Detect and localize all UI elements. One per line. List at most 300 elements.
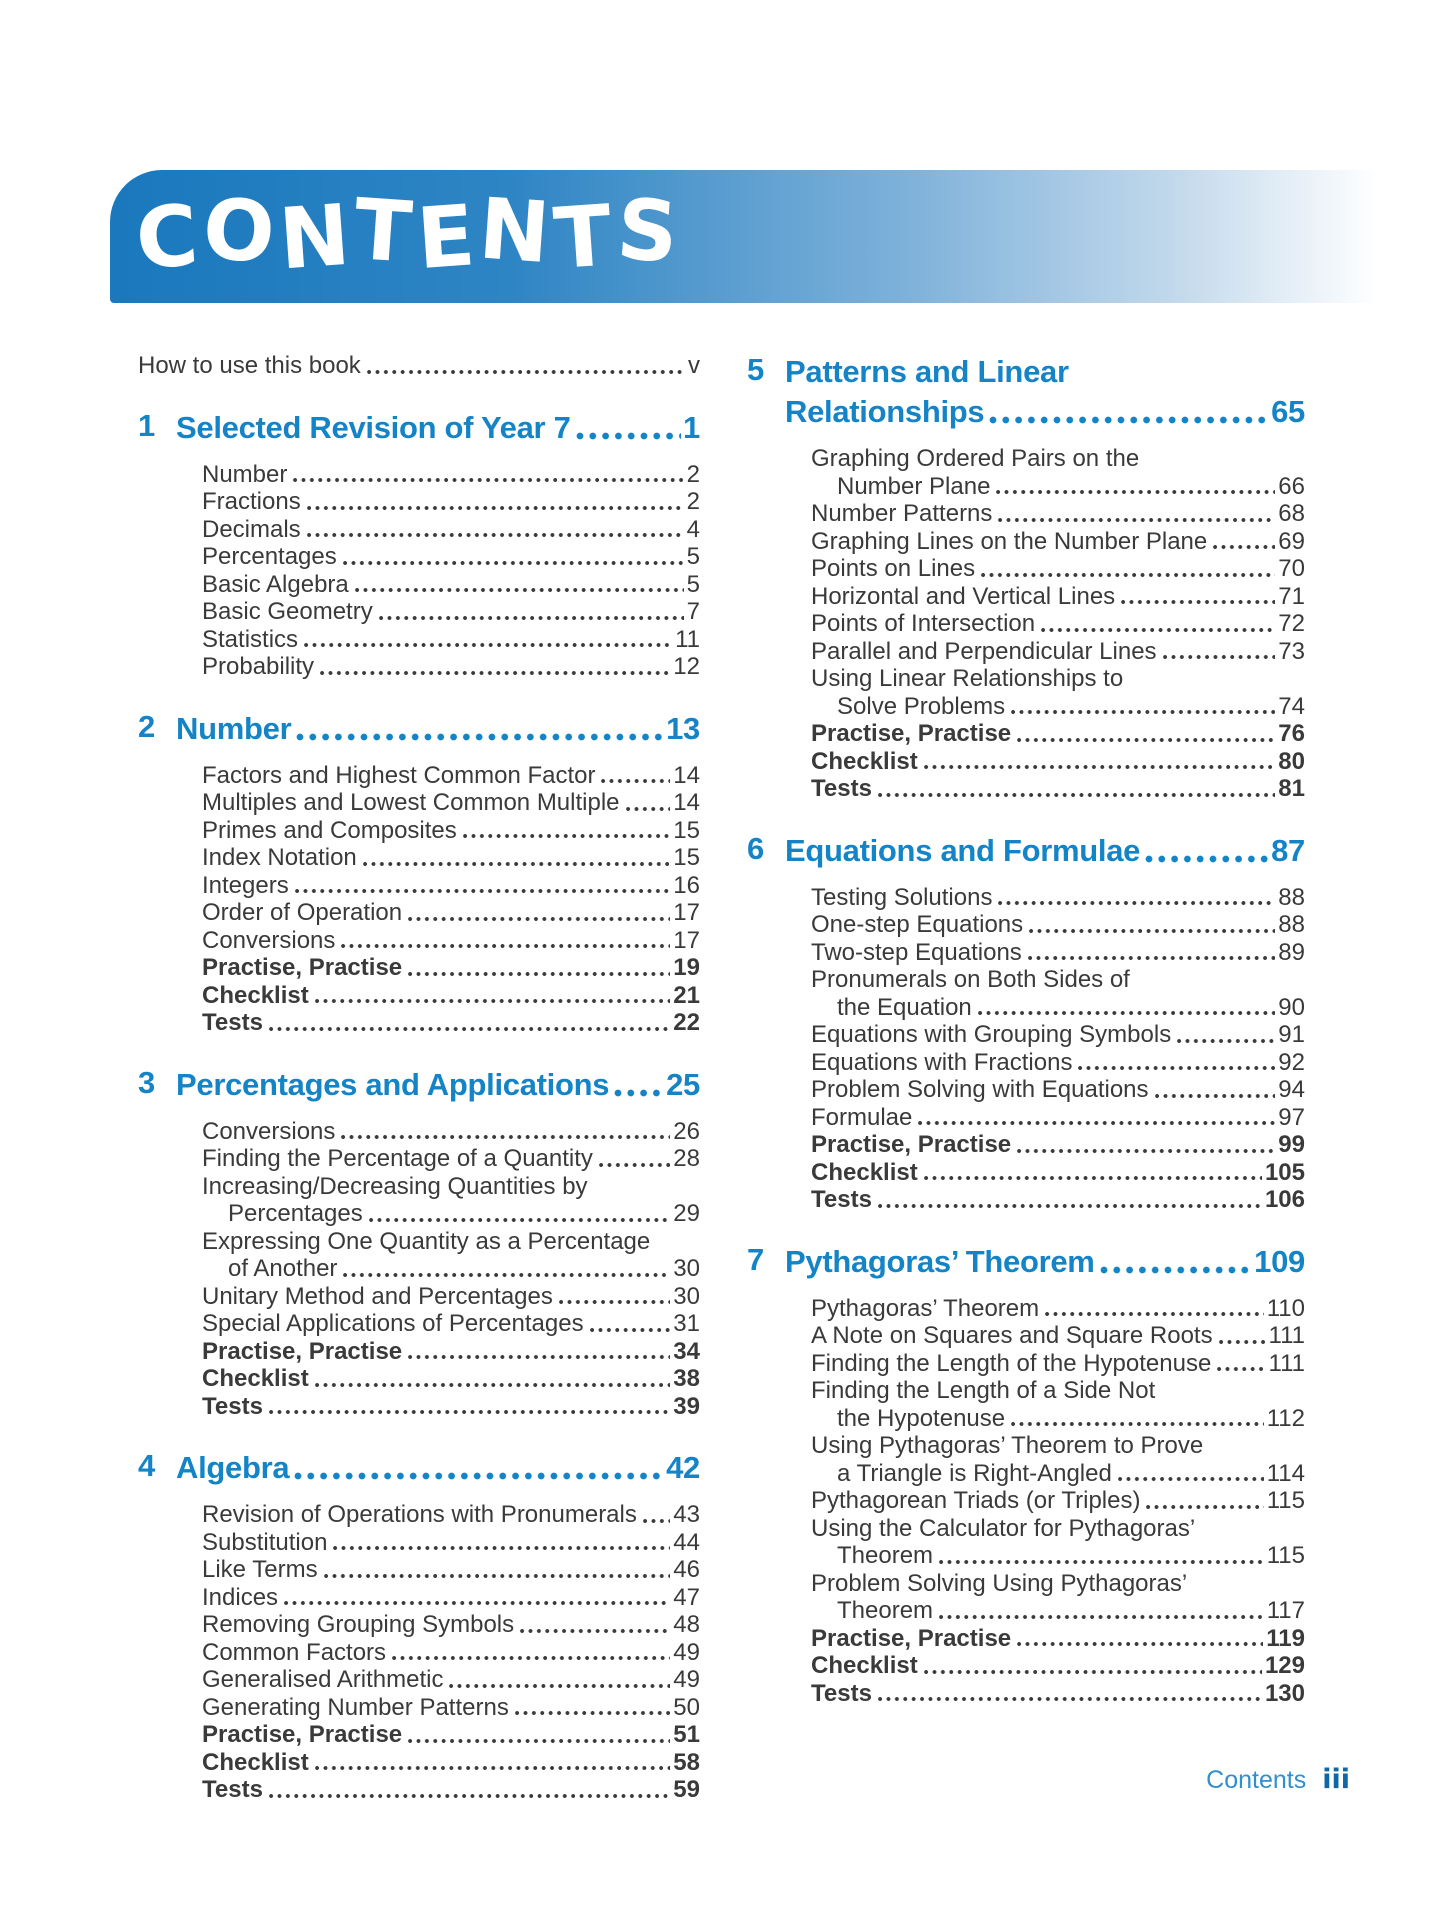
toc-entry-line [811,555,1305,583]
toc-entry [202,571,700,599]
toc-entry [811,1515,1305,1570]
dotted-leader [379,615,684,621]
toc-entry-line [202,1145,700,1173]
toc-entry-line [811,1597,1305,1625]
toc-entry [202,1393,700,1421]
toc-entry [811,555,1305,583]
toc-entry-page: 14 [673,761,700,789]
toc-entry-line [811,1076,1305,1104]
dotted-leader [998,900,1275,906]
toc-entry [202,1694,700,1722]
toc-entry-line [202,571,700,599]
chapter-title-line [176,1448,700,1488]
toc-entry-line [202,817,700,845]
toc-entry-line [811,939,1305,967]
toc-entry-line [202,1721,700,1749]
chapter-title: Percentages and Applications [176,1066,610,1102]
chapter-number: 2 [138,708,155,744]
dotted-leader [878,1696,1262,1702]
toc-entry-label: Checklist [811,1158,918,1186]
toc-entry [811,500,1305,528]
toc-entry-page: 73 [1278,637,1305,665]
toc-entry-label: of Another [228,1255,338,1282]
toc-entry-line [202,927,700,955]
dotted-leader [918,1120,1275,1126]
toc-entry [202,1584,700,1612]
chapter-title-line [176,408,700,448]
toc-entry-page: 46 [673,1556,700,1583]
dotted-leader [343,560,684,566]
toc-entry-label: Using Pythagoras’ Theorem to Prove [811,1432,1204,1459]
toc-entry-label: Increasing/Decreasing Quantities by [202,1172,588,1200]
toc-entry-label: Checklist [202,1748,309,1776]
toc-entry-label: Primes and Composites [202,816,457,844]
toc-entry-line [202,1310,700,1338]
toc-entry-line [202,1228,700,1256]
chapter-heading [747,352,1305,432]
dotted-leader [1146,1504,1263,1510]
toc-entry-page: 92 [1278,1048,1305,1076]
toc-entry-page: 129 [1264,1652,1305,1679]
dotted-leader [924,764,1276,770]
chapter-page-number: 42 [666,1450,700,1485]
toc-entry [811,1021,1305,1049]
toc-entry-label: Multiples and Lowest Common Multiple [202,789,620,816]
chapter-heading [138,709,700,749]
toc-entry-line [811,500,1305,528]
toc-entry-line [811,528,1305,556]
toc-entry-line [202,1529,700,1557]
toc-entry [202,1310,700,1338]
toc-entry-line [202,598,700,626]
toc-entry-line [202,1255,700,1283]
toc-entry-label: Testing Solutions [811,883,993,911]
toc-entry [811,445,1305,500]
toc-entry [202,872,700,900]
toc-entry [202,461,700,489]
chapter-page-number: 1 [683,409,700,445]
toc-entry-line [811,775,1305,803]
toc-entry-label: Tests [202,1776,263,1803]
toc-entry-line [202,844,700,872]
toc-entry-page: 81 [1278,775,1305,802]
toc-entry-page: 111 [1268,1322,1305,1349]
toc-entry-line [811,1515,1305,1543]
toc-entry-page: 76 [1278,720,1305,747]
dotted-leader [981,572,1275,578]
toc-entry-page: 69 [1278,527,1305,555]
toc-entry-line [202,653,700,681]
toc-entry [202,516,700,544]
dotted-leader [590,1327,671,1333]
toc-entry-label: Practise, Practise [202,1721,403,1748]
chapter-items [138,1501,700,1804]
toc-entry [202,1749,700,1777]
dotted-leader [304,642,672,648]
toc-entry-label: Factors and Highest Common Factor [202,761,596,789]
contents-banner [110,170,1445,303]
chapter-4 [138,1448,700,1804]
dotted-leader [355,587,684,593]
dotted-leader [269,1793,670,1799]
toc-entry-label: Generalised Arithmetic [202,1666,444,1693]
chapter-title: Algebra [176,1450,290,1485]
dotted-leader [614,1088,664,1098]
toc-entry [811,1487,1305,1515]
dotted-leader [1017,1148,1275,1154]
toc-entry-line [202,789,700,817]
toc-entry-label: Parallel and Perpendicular Lines [811,637,1157,665]
toc-entry-label: Formulae [811,1103,913,1131]
toc-entry-label: Tests [811,1679,872,1707]
toc-entry [202,1776,700,1804]
toc-entry-page: 17 [673,926,700,954]
toc-entry [202,1501,700,1529]
chapter-number: 5 [747,352,764,387]
chapter-title: Selected Revision of Year 7 [176,409,571,445]
toc-entry-page: 12 [673,653,700,680]
toc-entry [811,720,1305,748]
toc-entry-page: 38 [673,1365,700,1392]
toc-entry-line [202,1338,700,1366]
toc-entry-page: 72 [1278,610,1305,637]
dotted-leader [1163,654,1276,660]
toc-entry-page: 115 [1266,1487,1305,1514]
chapter-items [138,461,700,681]
chapter-title-line [176,1065,700,1105]
toc-entry [202,1556,700,1584]
toc-entry-line [202,1173,700,1201]
toc-entry [202,1666,700,1694]
toc-entry-line [202,1501,700,1529]
toc-entry [811,1322,1305,1350]
toc-entry-label: Basic Algebra [202,570,349,598]
toc-entry-line [202,1556,700,1584]
chapter-6 [747,831,1305,1214]
toc-entry-label: Common Factors [202,1638,387,1666]
toc-entry-line [202,1776,700,1804]
toc-entry-line [811,1104,1305,1132]
dotted-leader [626,806,671,812]
toc-entry-label: Basic Geometry [202,598,373,625]
toc-entry-line [202,762,700,790]
dotted-leader [1217,1366,1265,1372]
toc-entry-label: Finding the Length of the Hypotenuse [811,1349,1212,1377]
dotted-leader [333,1545,670,1551]
dotted-leader [367,369,685,375]
toc-entry-line [811,1159,1305,1187]
toc-entry-label: Tests [202,1009,263,1036]
toc-entry [202,1721,700,1749]
toc-entry-label: Number Patterns [811,500,993,527]
toc-entry [811,583,1305,611]
page-footer [1206,1764,1350,1795]
toc-entry-label: Percentages [202,543,337,570]
dotted-leader [1145,854,1269,864]
toc-entry-page: 90 [1278,993,1305,1021]
dotted-leader [1029,928,1275,934]
dotted-leader [939,1614,1264,1620]
toc-entry [202,653,700,681]
toc-entry [202,543,700,571]
toc-entry [811,1652,1305,1680]
dotted-leader [315,1382,671,1388]
toc-entry-line [202,1584,700,1612]
toc-entry-line [811,445,1305,473]
dotted-leader [269,1026,670,1032]
chapter-title: Patterns and Linear [785,354,1069,389]
toc-entry-line [811,583,1305,611]
chapter-title-line [785,1242,1305,1282]
toc-entry-page: 88 [1278,883,1305,911]
dotted-leader [643,1518,670,1524]
toc-entry-line [811,1322,1305,1350]
toc-entry-page: 51 [673,1721,700,1748]
toc-entry-line [811,1405,1305,1433]
dotted-leader [1121,599,1275,605]
toc-entry [811,1625,1305,1653]
toc-entry [202,899,700,927]
toc-entry [202,927,700,955]
toc-entry-label: Percentages [228,1200,363,1227]
toc-entry-line [811,1460,1305,1488]
toc-entry-label: Finding the Percentage of a Quantity [202,1145,593,1172]
dotted-leader [924,1175,1262,1181]
toc-entry-page: 31 [673,1310,700,1337]
toc-entry [202,844,700,872]
toc-entry-label: Using Linear Relationships to [811,665,1124,692]
dotted-leader [408,1354,670,1360]
chapter-3 [138,1065,700,1421]
toc-entry-line [811,911,1305,939]
toc-entry-page: 43 [673,1501,700,1528]
toc-entry [811,1076,1305,1104]
toc-entry [202,982,700,1010]
toc-entry-label: Pythagoras’ Theorem [811,1294,1040,1322]
toc-entry-page: 130 [1264,1679,1305,1707]
chapter-number: 4 [138,1448,155,1483]
toc-entry [811,884,1305,912]
dotted-leader [1017,737,1275,743]
toc-entry-line [202,1118,700,1146]
toc-entry-page: 15 [673,844,700,871]
dotted-leader [392,1655,670,1661]
chapter-items [138,1118,700,1421]
dotted-leader [998,517,1275,523]
toc-entry [202,598,700,626]
dotted-leader [924,1669,1262,1675]
toc-entry [202,1118,700,1146]
toc-entry-page: 16 [673,871,700,899]
dotted-leader [343,1272,670,1278]
toc-entry-line [202,1365,700,1393]
toc-entry-label: Number [202,460,288,488]
dotted-leader [269,1409,670,1415]
toc-entry-label: Conversions [202,1117,336,1145]
toc-entry-label: Probability [202,653,315,680]
toc-entry-page: 114 [1266,1459,1305,1487]
toc-entry-page: 80 [1278,747,1305,775]
toc-entry-line [202,982,700,1010]
toc-entry-label: Special Applications of Percentages [202,1310,584,1337]
toc-entry-page: 22 [673,1009,700,1036]
toc-entry-label: Points of Intersection [811,610,1036,637]
dotted-leader [463,833,671,839]
dotted-leader [1100,1265,1253,1275]
toc-entry-page: 19 [673,954,700,981]
dotted-leader [341,943,670,949]
toc-entry-label: Practise, Practise [811,1624,1012,1652]
dotted-leader [1045,1311,1264,1317]
toc-entry [202,488,700,516]
toc-entry-label: Problem Solving Using Pythagoras’ [811,1569,1188,1597]
toc-entry-label: the Hypotenuse [837,1404,1006,1432]
dotted-leader [284,1600,670,1606]
chapter-number: 3 [138,1064,155,1100]
toc-entry-label: a Triangle is Right-Angled [837,1459,1112,1487]
toc-entry-label: Practise, Practise [811,720,1012,747]
toc-entry-label: Using the Calculator for Pythagoras’ [811,1514,1196,1542]
toc-entry-label: Pronumerals on Both Sides of [811,966,1130,993]
toc-entry-line [811,966,1305,994]
toc-entry-line [811,884,1305,912]
toc-entry-line [811,1377,1305,1405]
toc-entry-line [811,1049,1305,1077]
toc-entry-label: Checklist [811,1652,918,1679]
dotted-leader [576,431,682,441]
toc-entry [811,1680,1305,1708]
toc-entry-page: 21 [673,981,700,1009]
toc-entry-label: Removing Grouping Symbols [202,1611,515,1638]
dotted-leader [315,1765,671,1771]
toc-entry-label: One-step Equations [811,911,1024,938]
toc-entry-page: 14 [673,789,700,816]
toc-entry-line [811,638,1305,666]
toc-entry [811,1186,1305,1214]
toc-entry-page: 66 [1278,472,1305,500]
toc-entry-label: Points on Lines [811,555,976,582]
toc-entry [811,1295,1305,1323]
toc-entry-line [811,1625,1305,1653]
toc-entry [202,1283,700,1311]
toc-entry-page: 70 [1278,555,1305,582]
dotted-leader [996,489,1275,495]
dotted-leader [315,998,671,1004]
toc-entry-label: Expressing One Quantity as a Percentage [202,1227,651,1255]
toc-entry-line [202,1283,700,1311]
toc-entry [811,638,1305,666]
dotted-leader [520,1628,670,1634]
toc-entry-line [202,1200,700,1228]
chapter-heading [747,1242,1305,1282]
toc-entry-label: Indices [202,1583,279,1611]
toc-entry-line [811,1295,1305,1323]
toc-entry-line [202,488,700,516]
toc-entry-line [202,954,700,982]
toc-entry-label: How to use this book [138,352,361,379]
dotted-leader [363,861,671,867]
toc-entry-line [811,1350,1305,1378]
dotted-leader [1011,709,1275,715]
toc-entry-page: 89 [1278,938,1305,966]
toc-entry-label: Tests [811,1186,872,1213]
toc-entry-label: Checklist [202,1365,309,1392]
toc-entry-page: 2 [686,460,700,488]
chapter-items [747,884,1305,1214]
toc-entry-page: v [688,352,700,379]
toc-entry-label: Graphing Lines on the Number Plane [811,527,1208,555]
toc-entry [811,775,1305,803]
toc-entry-page: 111 [1268,1349,1305,1377]
dotted-leader [978,1010,1276,1016]
toc-entry-line [811,748,1305,776]
toc-entry [202,1529,700,1557]
chapter-title: Relationships [785,394,985,429]
toc-entry-line [202,626,700,654]
toc-entry-line [811,473,1305,501]
chapter-title: Pythagoras’ Theorem [785,1243,1095,1279]
toc-entry-page: 59 [673,1776,700,1803]
toc-entry [811,1159,1305,1187]
chapter-items [747,445,1305,803]
toc-entry-line [202,543,700,571]
chapter-title-line [785,831,1305,871]
dotted-leader [408,971,670,977]
toc-entry-page: 48 [673,1611,700,1638]
toc-entry-page: 15 [673,816,700,844]
toc-entry-line [811,1570,1305,1598]
toc-entry-label: Theorem [837,1542,934,1569]
chapter-title: Number [176,710,292,746]
toc-entry-page: 49 [673,1638,700,1666]
dotted-leader [293,477,683,483]
toc-entry-line [202,1611,700,1639]
toc-entry-line [202,1749,700,1777]
toc-entry-line [202,461,700,489]
dotted-leader [515,1710,670,1716]
chapter-items [747,1295,1305,1708]
toc-entry-label: Checklist [811,747,918,775]
dotted-leader [294,1471,664,1481]
toc-entry [202,1173,700,1228]
toc-entry-page: 28 [673,1145,700,1172]
toc-entry-label: Equations with Fractions [811,1048,1073,1076]
chapter-number: 7 [747,1241,764,1277]
toc-entry-label: Revision of Operations with Pronumerals [202,1501,637,1528]
dotted-leader [307,532,684,538]
dotted-leader [369,1217,671,1223]
chapter-page-number: 25 [666,1066,700,1102]
toc-entry-page: 49 [673,1666,700,1693]
footer-section-label: Contents [1206,1766,1307,1794]
toc-entry-label: Problem Solving with Equations [811,1076,1149,1103]
toc-entry-line [811,1021,1305,1049]
toc-entry-how-to-use [138,352,700,380]
toc-entry [811,1049,1305,1077]
toc-entry-page: 29 [673,1200,700,1227]
footer-page-number: iii [1322,1764,1350,1795]
chapter-1 [138,408,700,681]
toc-entry-page: 106 [1264,1186,1305,1213]
dotted-leader [408,916,670,922]
toc-entry-page: 115 [1266,1542,1305,1569]
toc-entry-line [202,1639,700,1667]
toc-entry [811,911,1305,939]
toc-entry-label: Practise, Practise [202,954,403,981]
toc-entry [811,748,1305,776]
dotted-leader [1041,627,1275,633]
toc-entry-label: Order of Operation [202,899,403,926]
